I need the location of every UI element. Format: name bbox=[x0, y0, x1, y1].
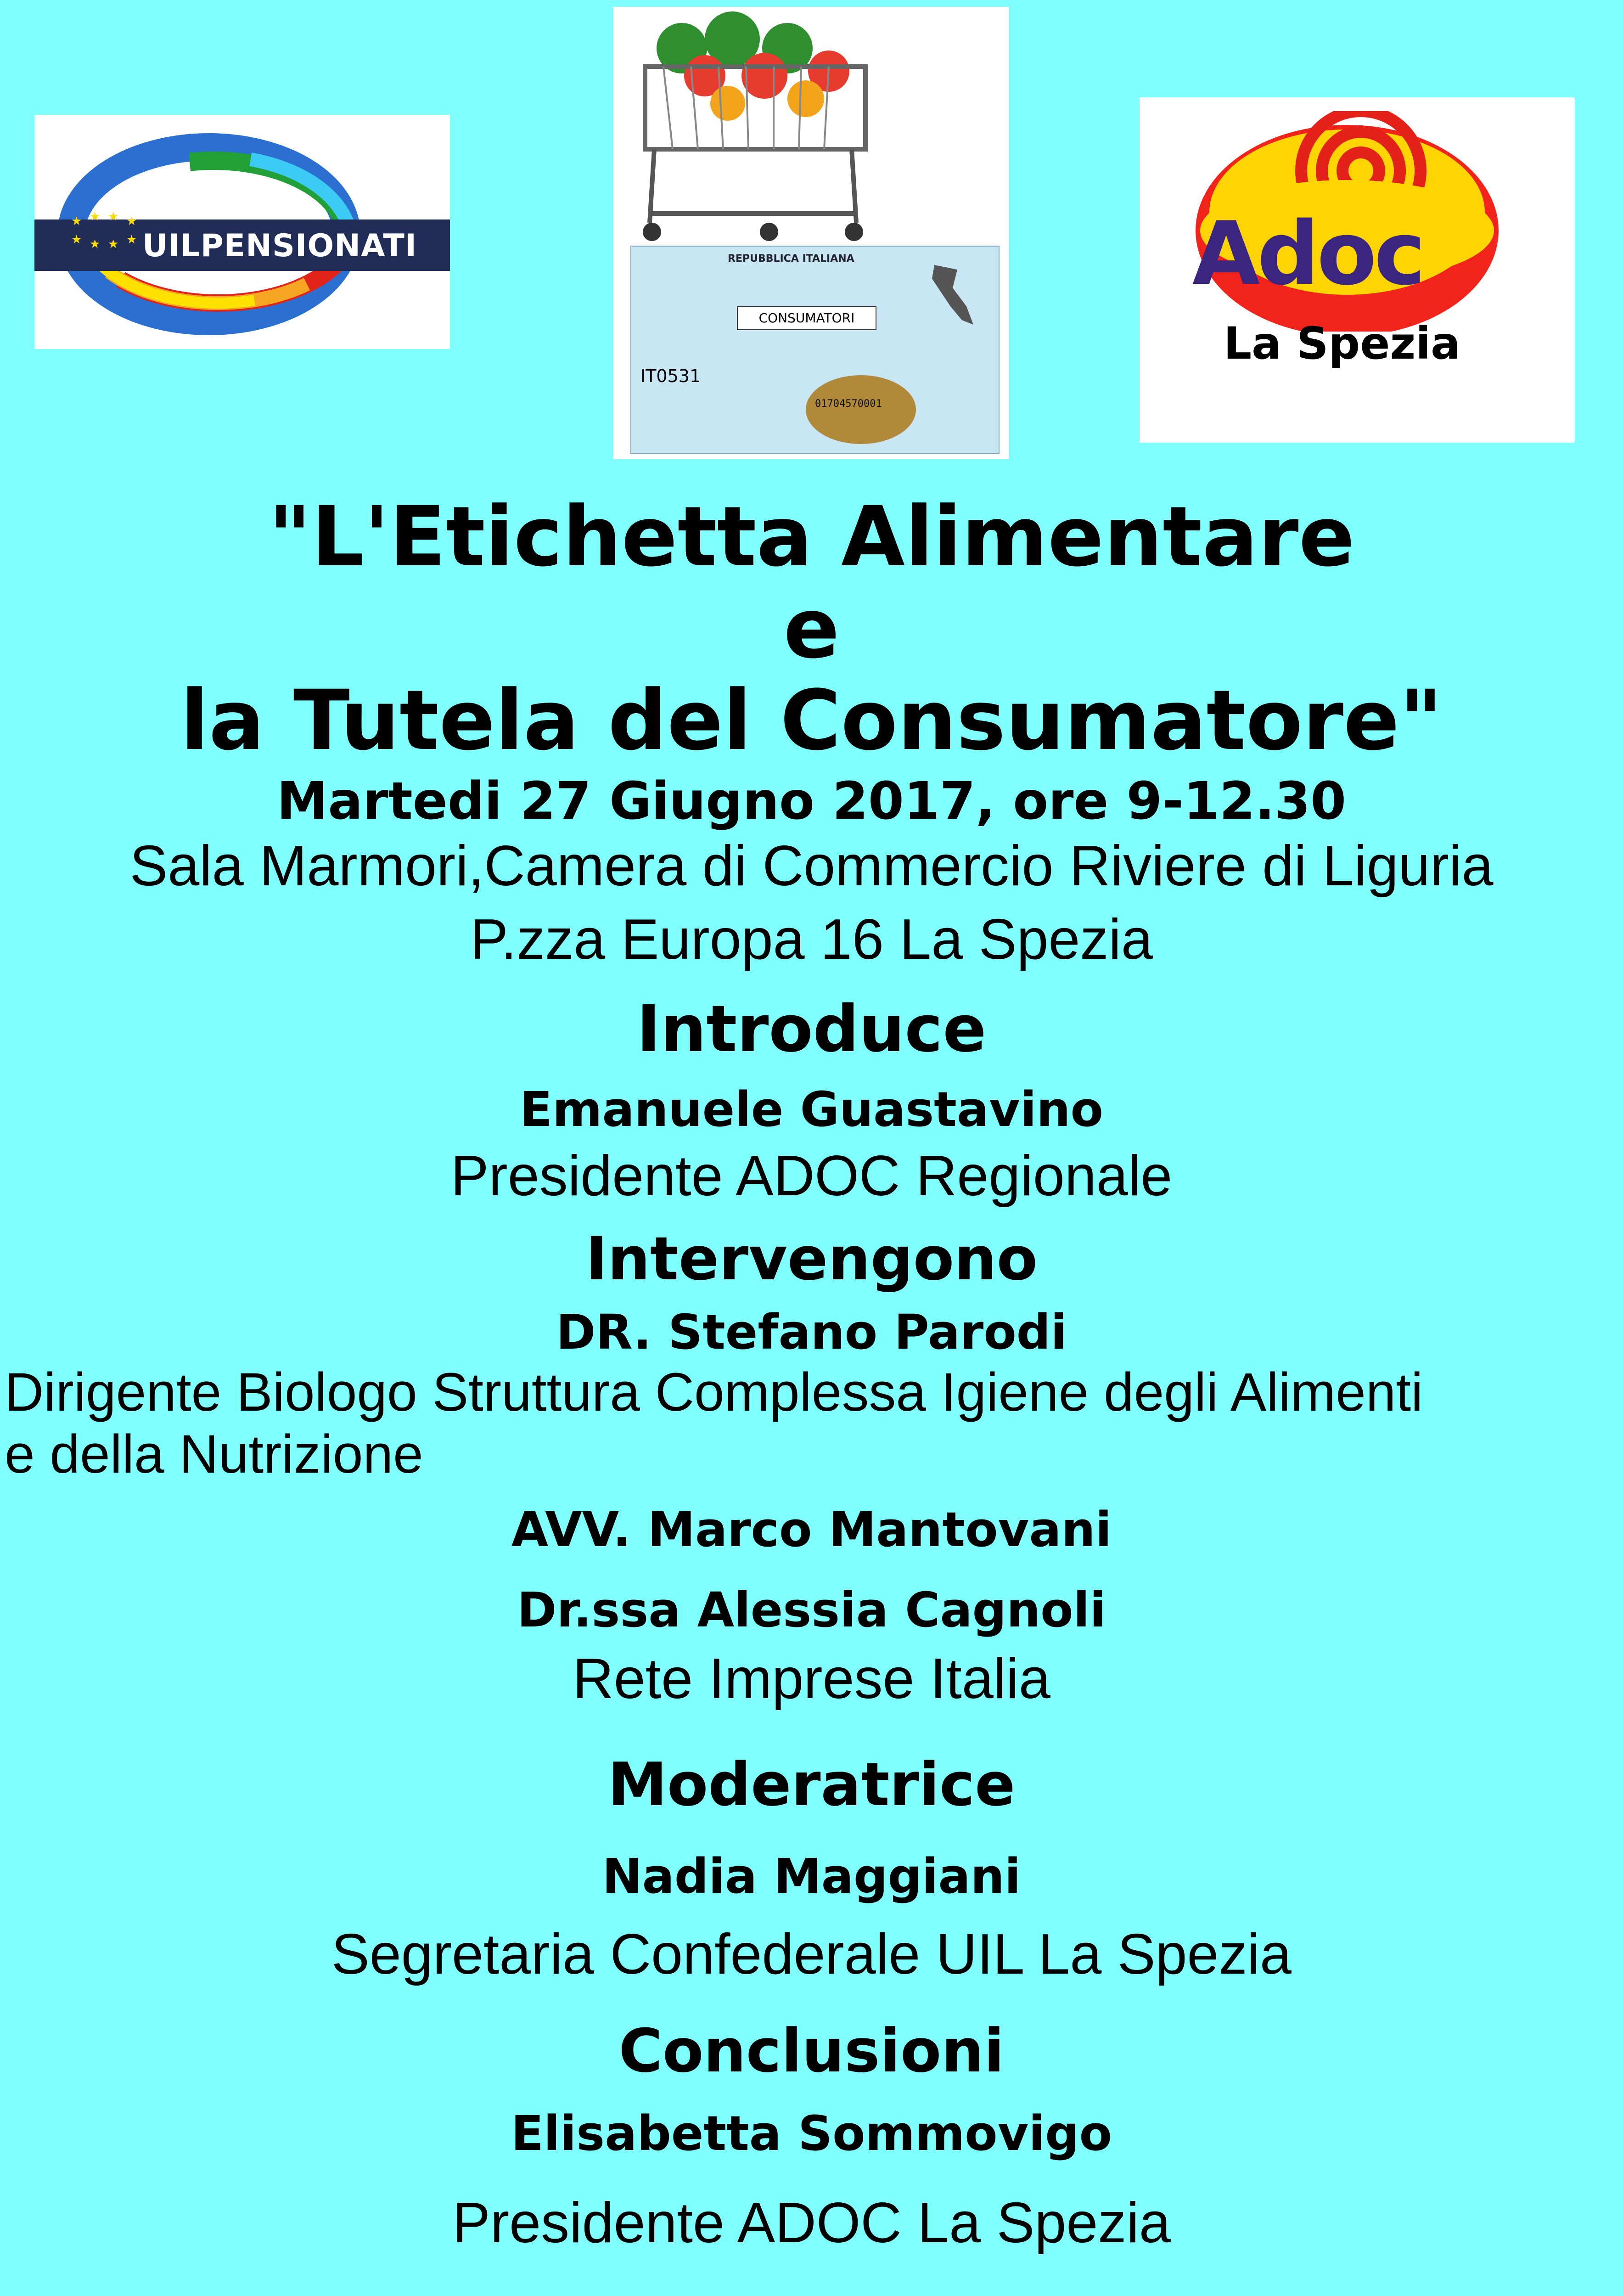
id-card-code: IT0531 bbox=[640, 366, 701, 386]
uilpensionati-logo bbox=[34, 115, 450, 349]
event-venue: Sala Marmori,Camera di Commercio Riviere di Liguria bbox=[129, 834, 1494, 898]
cart-and-id-card-image bbox=[613, 7, 1009, 459]
speaker3-role: Rete Imprese Italia bbox=[573, 1647, 1050, 1711]
title-line-1: "L'Etichetta Alimentare bbox=[268, 489, 1355, 585]
title-line-3: la Tutela del Consumatore" bbox=[180, 673, 1443, 769]
shopping-cart-icon bbox=[613, 7, 1009, 246]
event-date: Martedi 27 Giugno 2017, ore 9-12.30 bbox=[276, 771, 1347, 831]
speaker1-role-line1: Dirigente Biologo Struttura Complessa Igiene degli Alimenti bbox=[5, 1362, 1423, 1423]
speaker2-name: AVV. Marco Mantovani bbox=[511, 1502, 1112, 1558]
introduce-heading: Introduce bbox=[636, 992, 987, 1067]
egg-icon bbox=[806, 375, 916, 444]
title-line-2: e bbox=[783, 581, 840, 677]
speaker1-role bbox=[5, 1362, 1423, 1486]
italy-map-icon bbox=[916, 260, 980, 334]
svg-text:★: ★ bbox=[71, 214, 82, 228]
id-card-label: CONSUMATORI bbox=[737, 306, 876, 330]
uil-logo-text: UILPENSIONATI bbox=[142, 228, 417, 264]
adoc-brand-text: Adoc bbox=[1192, 203, 1423, 304]
speaker1-role-line2: e della Nutrizione bbox=[5, 1424, 423, 1485]
egg-code: 01704570001 bbox=[815, 398, 882, 410]
conclusioni-name: Elisabetta Sommovigo bbox=[511, 2105, 1112, 2161]
adoc-city-text: La Spezia bbox=[1224, 318, 1460, 369]
svg-text:★: ★ bbox=[90, 209, 101, 223]
event-address: P.zza Europa 16 La Spezia bbox=[470, 908, 1153, 971]
speaker1-name: DR. Stefano Parodi bbox=[556, 1304, 1067, 1360]
svg-text:★: ★ bbox=[108, 209, 119, 223]
eu-stars-icon bbox=[62, 207, 154, 257]
page-title bbox=[0, 491, 1623, 767]
id-card bbox=[630, 246, 1000, 454]
conclusioni-role: Presidente ADOC La Spezia bbox=[452, 2191, 1171, 2255]
introduce-role: Presidente ADOC Regionale bbox=[450, 1144, 1173, 1208]
adoc-logo bbox=[1140, 97, 1575, 443]
conclusioni-heading: Conclusioni bbox=[618, 2016, 1005, 2086]
moderatrice-name: Nadia Maggiani bbox=[602, 1848, 1021, 1904]
moderatrice-heading: Moderatrice bbox=[607, 1750, 1016, 1819]
svg-text:★: ★ bbox=[126, 232, 137, 246]
svg-text:★: ★ bbox=[71, 232, 82, 246]
speaker3-name: Dr.ssa Alessia Cagnoli bbox=[517, 1582, 1106, 1638]
svg-text:★: ★ bbox=[126, 214, 137, 228]
intervengono-heading: Intervengono bbox=[585, 1224, 1038, 1294]
svg-text:★: ★ bbox=[90, 237, 101, 251]
id-card-header: REPUBBLICA ITALIANA bbox=[728, 253, 854, 264]
svg-text:★: ★ bbox=[108, 237, 119, 251]
moderatrice-role: Segretaria Confederale UIL La Spezia bbox=[331, 1923, 1292, 1986]
introduce-name: Emanuele Guastavino bbox=[520, 1081, 1103, 1137]
